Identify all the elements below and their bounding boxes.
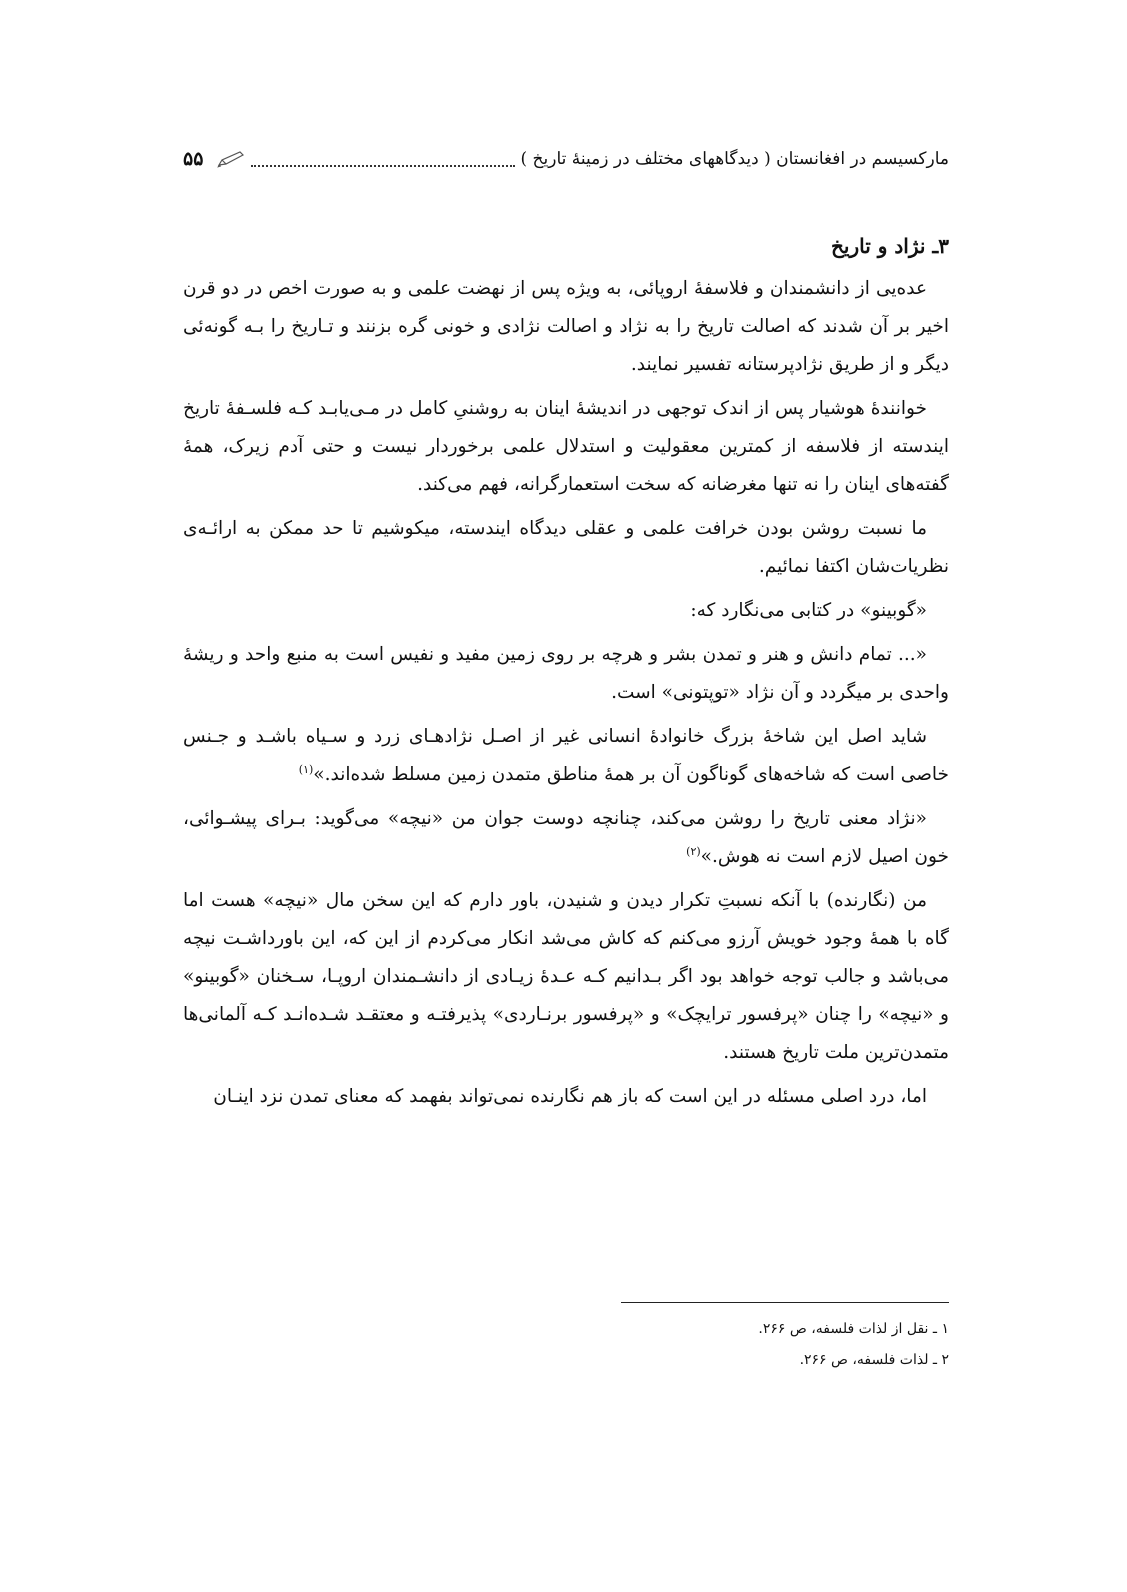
paragraph-text: «نژاد معنی تاریخ را روشن می‌کند، چنانچه دوست جوان من «نیچه» می‌گوید: بـرای پیشـوائی، خون اصیل لازم است نه هوش.» — [183, 808, 949, 867]
paragraph: «گوبینو» در کتابی می‌نگارد که: — [690, 600, 927, 621]
paragraph-text: شاید اصل این شاخهٔ بزرگ خانوادهٔ انسانی غیر از اصـل نژادهـای زرد و سـیاه باشـد و جـنس خاصی است که شاخه‌های گوناگون آن بر همهٔ مناطق متمدن زمین مسلط شده‌اند.» — [183, 726, 949, 785]
pen-icon — [217, 150, 245, 168]
paragraph: اما، درد اصلی مسئله در این است که باز هم نگارنده نمی‌تواند بفهمد که معنای تمدن نزد اینـان — [213, 1086, 927, 1107]
footnote: ۱ ـ نقل از لذات فلسفه، ص ۲۶۶. — [758, 1321, 949, 1337]
running-header — [183, 142, 949, 176]
paragraph: عده‌یی از دانشمندان و فلاسفهٔ اروپائی، به ویژه پس از نهضت علمی و به صورت اخص در دو قرن اخیر بر آن شدند که اصالت تاریخ را به نژاد و اصالت نژادی و خونی گره بزنند و تـاریخ را بـه گونه‌ئی دیگر و از طریق نژادپرستانه تفسیر نمایند. — [183, 278, 949, 375]
leader-dots — [251, 151, 514, 167]
running-title: مارکسیسم در افغانستان ( دیدگاههای مختلف در زمینهٔ تاریخ ) — [520, 149, 949, 169]
paragraph-with-footnote — [183, 800, 949, 876]
paragraph: «... تمام دانش و هنر و تمدن بشر و هرچه بر روی زمین مفید و نفیس است به منبع واحد و ریشهٔ واحدی بر میگردد و آن نژاد «توپتونی» است. — [183, 644, 949, 703]
footnotes — [621, 1314, 949, 1376]
footnote: ۲ ـ لذات فلسفه، ص ۲۶۶. — [799, 1352, 949, 1368]
main-text — [183, 226, 949, 1122]
section-heading: ۳ـ نژاد و تاریخ — [830, 234, 949, 258]
paragraph-with-footnote — [183, 718, 949, 794]
page-number: ۵۵ — [183, 148, 204, 170]
footnote-divider — [621, 1302, 949, 1303]
footnote-mark[interactable]: (۱) — [298, 762, 314, 776]
paragraph: ما نسبت روشن بودن خرافت علمی و عقلی دیدگاه ایندسته، میکوشیم تا حد ممکن به ارائـه‌ی نظریات‌شان اکتفا نمائیم. — [183, 518, 949, 577]
footnote-mark[interactable]: (۲) — [686, 844, 701, 858]
paragraph: من (نگارنده) با آنکه نسبتِ تکرار دیدن و شنیدن، باور دارم که این سخن مال «نیچه» هست اما گاه با همهٔ وجود خویش آرزو می‌کنم که کاش می‌شد انکار می‌کردم از این که، این باورداشـت نیچه می‌باشد و جالب توجه خواهد بود اگر بـدانیم کـه عـدهٔ زیـادی از دانشـمندان اروپـا، سـخنان «گوبینو» و «نیچه» را چنان «پرفسور ترایچک» و «پرفسور برنـاردی» پذیرفتـه و معتقـد شـده‌انـد کـه آلمانی‌ها متمدن‌ترین ملت تاریخ هستند. — [183, 890, 949, 1063]
paragraph: خوانندهٔ هوشیار پس از اندک توجهی در اندیشهٔ اینان به روشنیِ کامل در مـی‌یابـد کـه فلسـفهٔ تاریخ ایندسته از فلاسفه از کمترین معقولیت و استدلال علمی برخوردار نیست و حتی آدم زیرک، همهٔ گفته‌های اینان را نه تنها مغرضانه که سخت استعمارگرانه، فهم می‌کند. — [183, 398, 949, 495]
